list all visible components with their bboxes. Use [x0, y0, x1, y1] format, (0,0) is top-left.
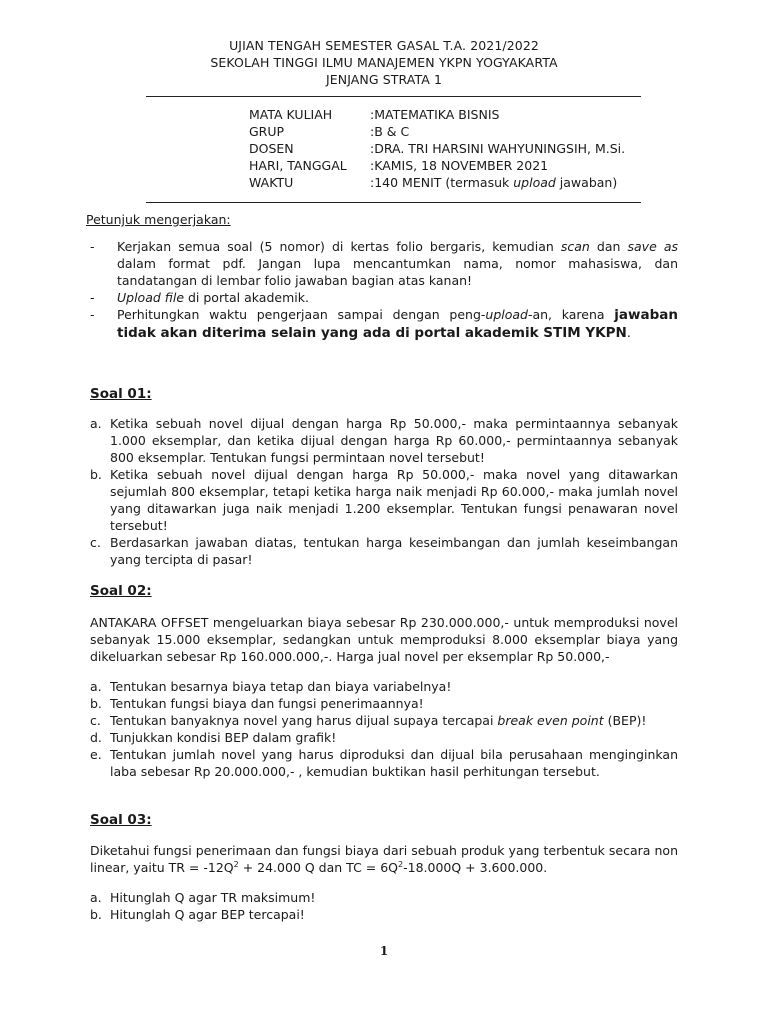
item-text: Tunjukkan kondisi BEP dalam grafik! — [110, 730, 337, 745]
item-text: Hitunglah Q agar TR maksimum! — [110, 890, 316, 905]
question-item — [90, 415, 678, 466]
question-item — [90, 695, 678, 712]
item-text: Ketika sebuah novel dijual dengan harga Rp 50.000,- maka permintaannya sebanyak 1.000 eksemplar, dan ketika dijual dengan harga Rp 60.000,- permintaannya sebanyak 800 eksemplar. Tentukan fungsi permintaan novel tersebut! — [110, 416, 678, 465]
item-marker: b. — [90, 467, 102, 482]
info-label: DOSEN — [249, 141, 294, 156]
header-line-1: UJIAN TENGAH SEMESTER GASAL T.A. 2021/2022 — [229, 38, 539, 53]
instruction-text: Upload file di portal akademik. — [117, 290, 309, 305]
item-marker: a. — [90, 890, 102, 905]
dash-bullet: - — [90, 239, 95, 254]
exam-header — [0, 37, 768, 88]
info-row-group — [249, 123, 625, 140]
info-value: :B & C — [370, 124, 410, 139]
page-number: 1 — [379, 944, 389, 958]
info-label: GRUP — [249, 124, 285, 139]
header-line-3: JENJANG STRATA 1 — [325, 72, 443, 87]
question-3-intro: Diketahui fungsi penerimaan dan fungsi biaya dari sebuah produk yang terbentuk secara non linear, yaitu TR = $-12Q^2 + 24.000$ Q dan TC = $6Q^2-18.000Q + 3.600.000$. — [90, 843, 678, 875]
info-value: :DRA. TRI HARSINI WAHYUNINGSIH, M.Si. — [370, 141, 626, 156]
info-label: MATA KULIAH — [249, 107, 333, 122]
instruction-item — [90, 238, 678, 289]
question-1-list — [90, 415, 678, 568]
course-info-table — [249, 106, 625, 191]
info-row-lecturer — [249, 140, 625, 157]
instruction-item — [90, 289, 678, 306]
instruction-item — [90, 306, 678, 342]
item-text: Ketika sebuah novel dijual dengan harga Rp 50.000,- maka novel yang ditawarkan sejumlah 800 eksemplar, tetapi ketika harga naik menjadi Rp 60.000,- maka jumlah novel yang ditawarkan juga naik menjadi 1.200 eksemplar. Tentukan fungsi penawaran novel tersebut! — [110, 467, 678, 533]
header-divider-top — [146, 96, 641, 97]
header-divider-bottom — [146, 202, 641, 203]
info-value-text: jawaban) — [555, 175, 618, 190]
item-marker: a. — [90, 679, 102, 694]
info-value: :KAMIS, 18 NOVEMBER 2021 — [370, 158, 549, 173]
info-value-italic: upload — [513, 175, 556, 190]
item-marker: b. — [90, 696, 102, 711]
question-item — [90, 678, 678, 695]
question-3-title: Soal 03: — [90, 812, 152, 828]
question-2-list — [90, 678, 678, 780]
info-value: :MATEMATIKA BISNIS — [370, 107, 500, 122]
instruction-text: Perhitungkan waktu pengerjaan sampai dengan peng-upload-an, karena jawaban tidak akan diterima selain yang ada di portal akademik STIM YKPN. — [117, 307, 678, 341]
item-marker: a. — [90, 416, 102, 431]
question-item — [90, 712, 678, 729]
header-line-2: SEKOLAH TINGGI ILMU MANAJEMEN YKPN YOGYAKARTA — [210, 55, 558, 70]
item-marker: c. — [90, 713, 101, 728]
question-item — [90, 729, 678, 746]
question-1-title: Soal 01: — [90, 386, 152, 402]
item-marker: d. — [90, 730, 102, 745]
instructions-list — [90, 238, 678, 342]
info-value-text: :140 MENIT (termasuk — [370, 175, 514, 190]
dash-bullet: - — [90, 290, 95, 305]
dash-bullet: - — [90, 307, 95, 322]
question-3-list — [90, 889, 678, 923]
info-value — [370, 174, 617, 191]
item-marker: c. — [90, 535, 101, 550]
item-text: Tentukan fungsi biaya dan fungsi penerimaannya! — [110, 696, 424, 711]
item-text: Tentukan jumlah novel yang harus diproduksi dan dijual bila perusahaan menginginkan laba sebesar Rp 20.000.000,- , kemudian buktikan hasil perhitungan tersebut. — [110, 747, 678, 779]
item-text: Hitunglah Q agar BEP tercapai! — [110, 907, 305, 922]
item-text: Berdasarkan jawaban diatas, tentukan harga keseimbangan dan jumlah keseimbangan yang tercipta di pasar! — [110, 535, 678, 567]
instruction-text: Kerjakan semua soal (5 nomor) di kertas folio bergaris, kemudian scan dan save as dalam format pdf. Jangan lupa mencantumkan nama, nomor mahasiswa, dan tandatangan di lembar folio jawaban bagian atas kanan! — [117, 239, 679, 288]
question-item — [90, 534, 678, 568]
question-item — [90, 466, 678, 534]
question-item — [90, 906, 678, 923]
question-2-intro: ANTAKARA OFFSET mengeluarkan biaya sebesar Rp 230.000.000,- untuk memproduksi novel sebanyak 15.000 eksemplar, sedangkan untuk memproduksi 8.000 eksemplar biaya yang dikeluarkan sebesar Rp 160.000.000,-. Harga jual novel per eksemplar Rp 50.000,- — [90, 615, 678, 664]
info-label: HARI, TANGGAL — [249, 158, 347, 173]
info-label: WAKTU — [249, 175, 294, 190]
info-row-course — [249, 106, 625, 123]
question-2-title: Soal 02: — [90, 583, 152, 599]
item-text: Tentukan banyaknya novel yang harus dijual supaya tercapai break even point (BEP)! — [110, 713, 647, 728]
info-row-date — [249, 157, 625, 174]
item-marker: b. — [90, 907, 102, 922]
question-item — [90, 746, 678, 780]
item-marker: e. — [90, 747, 102, 762]
instructions-title: Petunjuk mengerjakan: — [86, 212, 231, 227]
item-text: Tentukan besarnya biaya tetap dan biaya variabelnya! — [110, 679, 452, 694]
question-item — [90, 889, 678, 906]
info-row-time — [249, 174, 625, 191]
